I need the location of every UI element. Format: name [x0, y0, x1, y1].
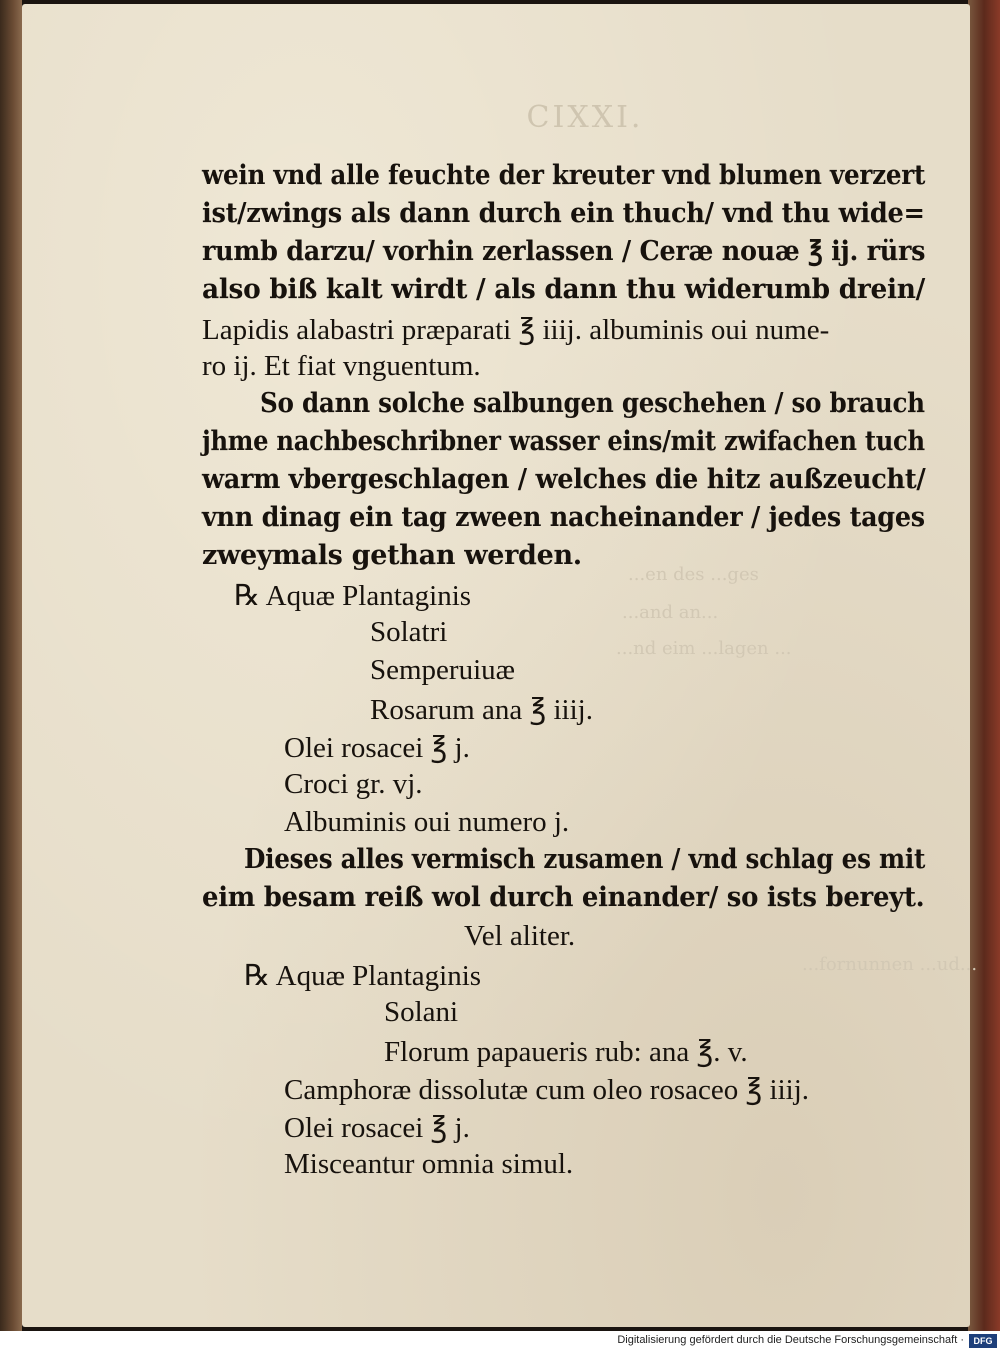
recipe-line: ℞ Aquæ Plantaginis	[244, 960, 482, 992]
recipe-line: ℞ Aquæ Plantaginis	[234, 580, 472, 612]
text-line: wein vnd alle feuchte der kreuter vnd blumen verzert	[202, 160, 926, 191]
footer-bar	[0, 1331, 1000, 1351]
bleed-through-text: ...and an...	[622, 602, 719, 623]
recipe-line: Rosarum ana ℥ iiij.	[370, 694, 593, 726]
recipe-line: Olei rosacei ℥ j.	[284, 732, 470, 764]
recipe-line: Croci gr. vj.	[284, 768, 423, 800]
text-line: also biß kalt wirdt / als dann thu widerumb drein/	[202, 274, 926, 305]
book-spine-edge	[0, 0, 22, 1331]
text-line: jhme nachbeschribner wasser eins/mit zwifachen tuch	[202, 426, 925, 457]
text-line: vnn dinag ein tag zween nacheinander / jedes tages	[202, 502, 925, 533]
text-line: warm vbergeschlagen / welches die hitz außzeucht/	[202, 464, 926, 495]
recipe-line: Florum papaueris rub: ana ℥. v.	[384, 1036, 748, 1068]
text-line: ist/zwings als dann durch ein thuch/ vnd thu wide=	[202, 198, 925, 229]
recipe-line: Semperuiuæ	[370, 654, 515, 686]
book-fore-edge	[968, 0, 1000, 1331]
text-line: Lapidis alabastri præparati ℥ iiij. albuminis oui nume-	[202, 314, 830, 346]
text-line: Dieses alles vermisch zusamen / vnd schlag es mit	[244, 844, 926, 875]
text-line: So dann solche salbungen geschehen / so brauch	[260, 388, 925, 419]
running-head-folio: CIXXI.	[526, 100, 644, 135]
bleed-through-text: ...en des ...ges	[628, 564, 759, 585]
text-line: ro ij. Et fiat vnguentum.	[202, 350, 481, 382]
recipe-line: Camphoræ dissolutæ cum oleo rosaceo ℥ iiij.	[284, 1074, 810, 1106]
funding-notice: Digitalisierung gefördert durch die Deutsche Forschungsgemeinschaft ·	[617, 1334, 964, 1346]
recipe-line: Olei rosacei ℥ j.	[284, 1112, 470, 1144]
section-heading: Vel aliter.	[464, 920, 576, 952]
recipe-line: Misceantur omnia simul.	[284, 1148, 574, 1180]
text-line: eim besam reiß wol durch einander/ so ists bereyt.	[202, 882, 925, 913]
recipe-line: Solatri	[370, 616, 448, 648]
bleed-through-text: ...fornunnen ...ud...	[802, 954, 978, 975]
book-page	[22, 4, 978, 1327]
bleed-through-text: ...nd eim ...lagen ...	[616, 638, 792, 659]
recipe-line: Albuminis oui numero j.	[284, 806, 570, 838]
recipe-line: Solani	[384, 996, 459, 1028]
text-line: zweymals gethan werden.	[202, 540, 582, 571]
text-line: rumb darzu/ vorhin zerlassen / Ceræ nouæ ℥ ij. rürs	[202, 236, 926, 267]
dfg-logo[interactable]: DFG	[969, 1334, 997, 1348]
